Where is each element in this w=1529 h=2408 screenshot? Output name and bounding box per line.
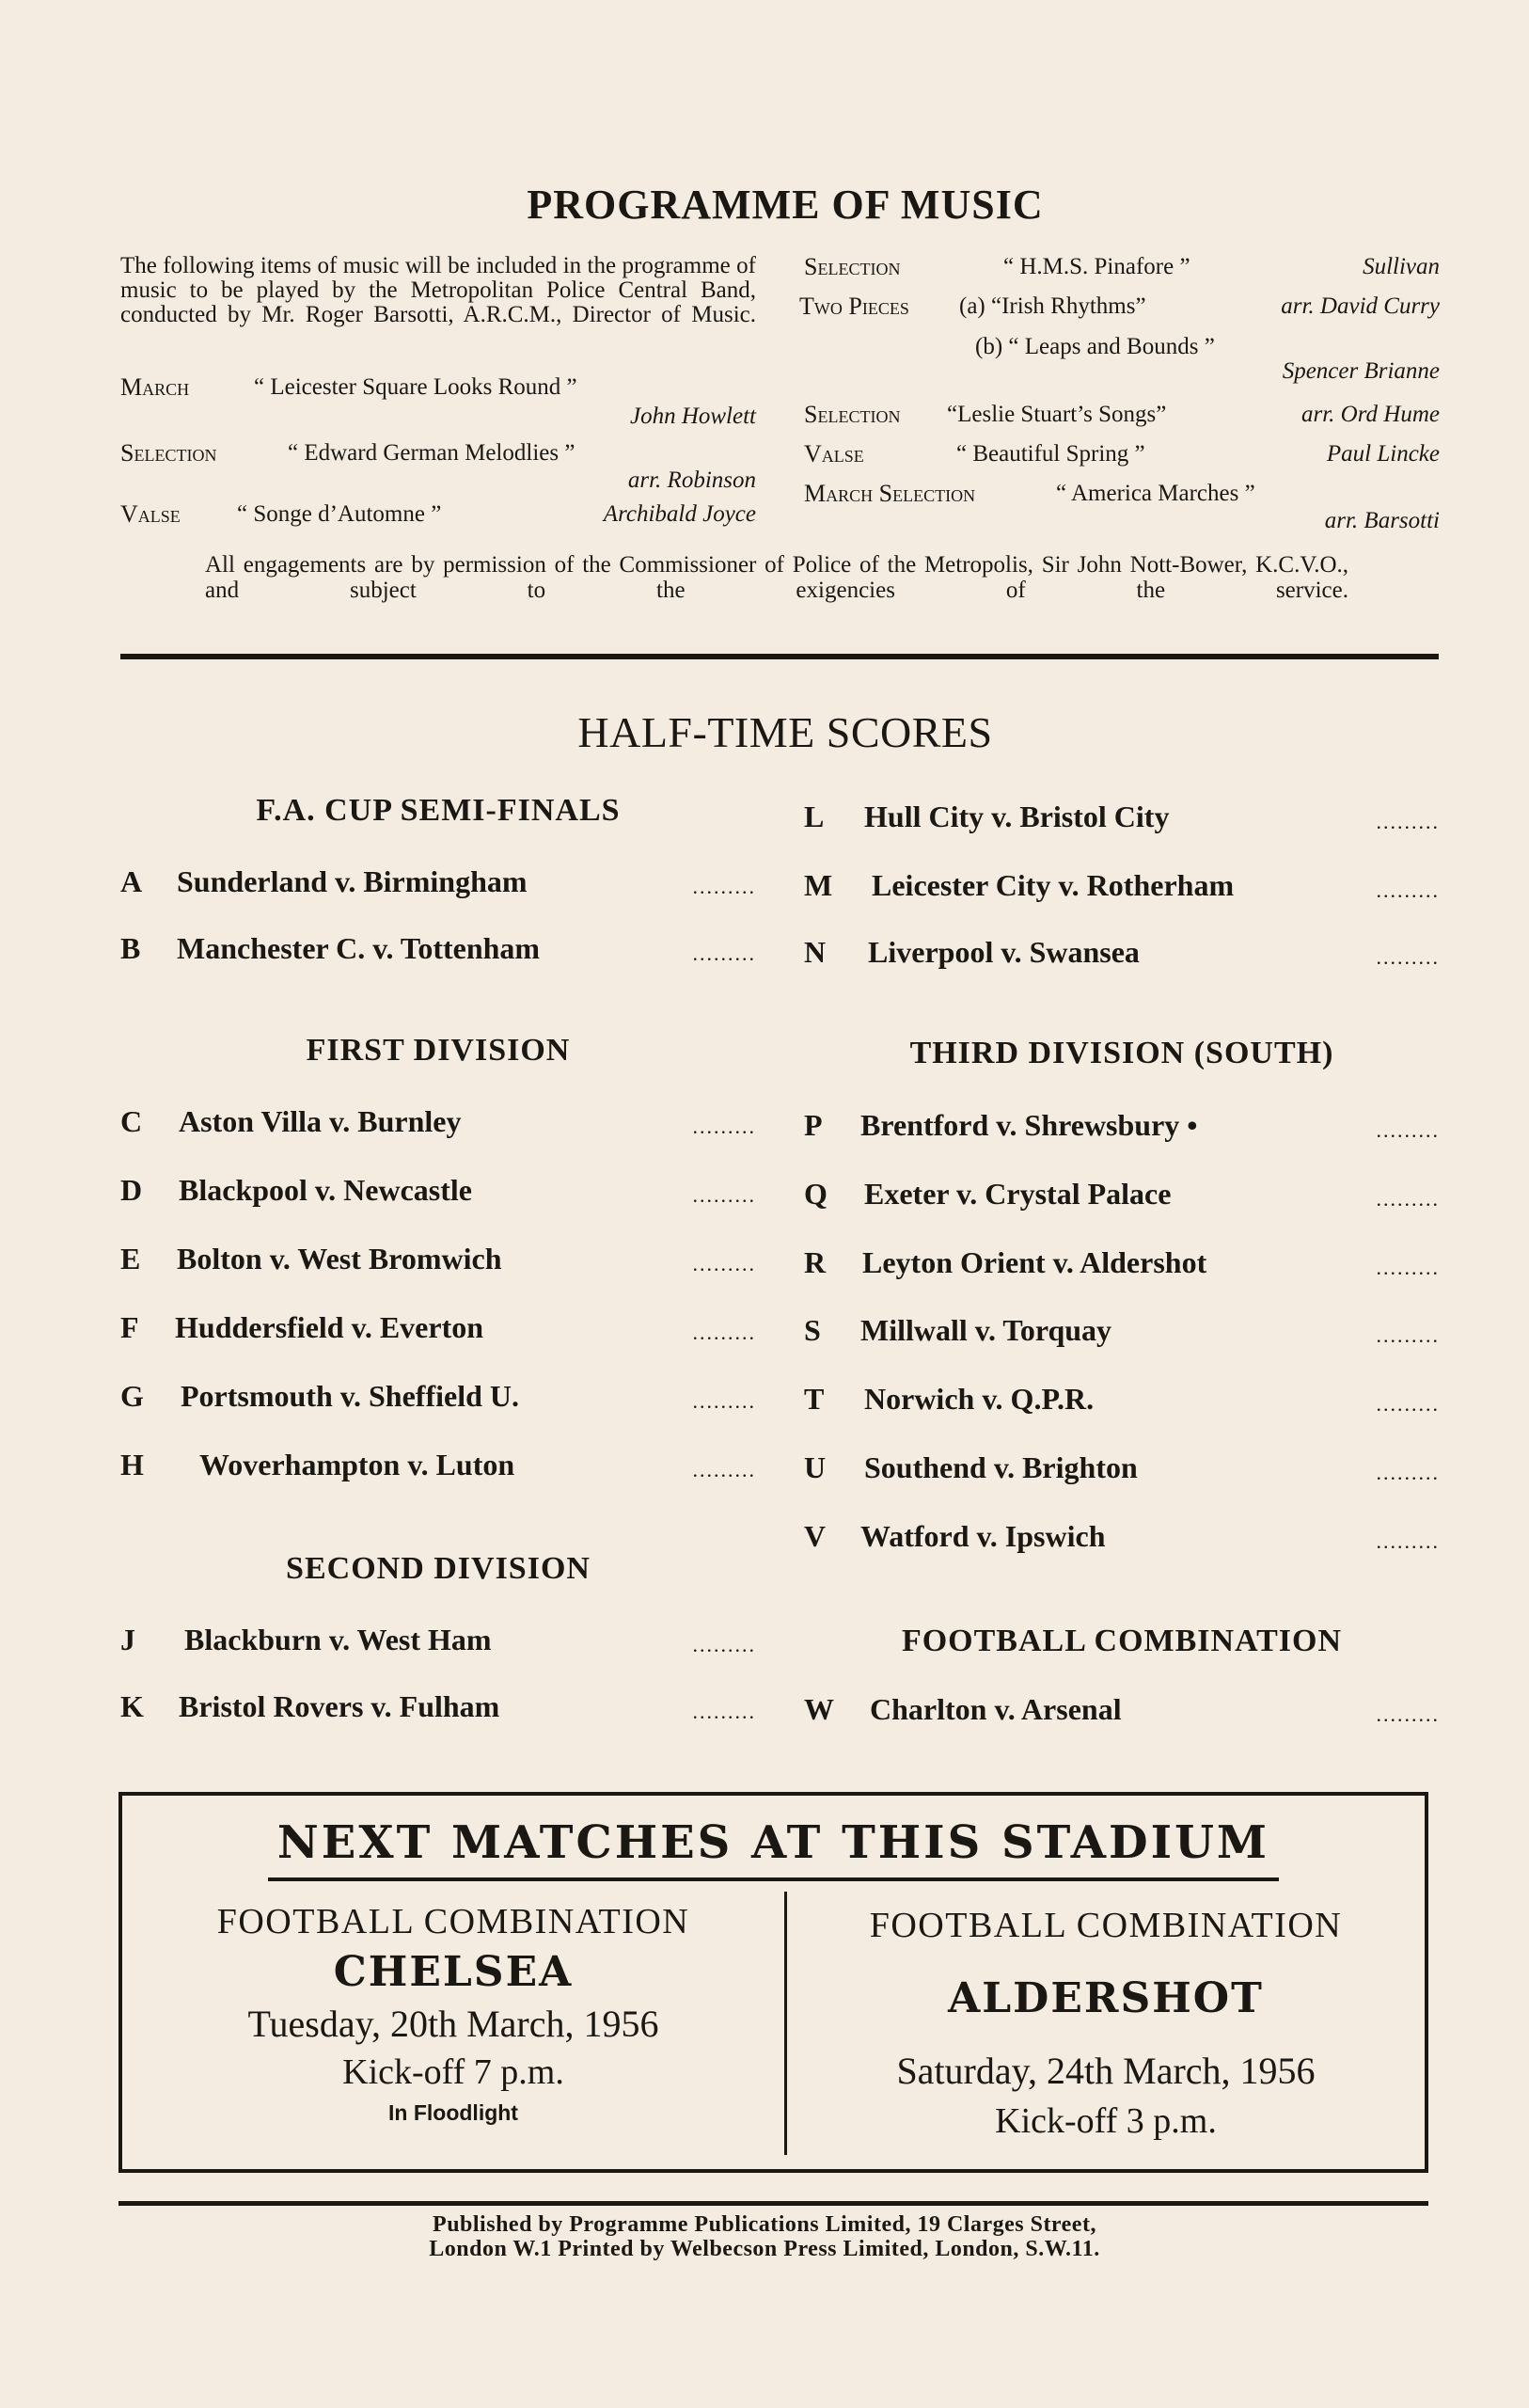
music-composer: John Howlett [629, 404, 756, 429]
score-blank: ......... [1376, 810, 1440, 833]
music-category: Valse [804, 440, 864, 467]
music-category: Selection [804, 401, 901, 428]
music-piece: “Leslie Stuart’s Songs” [947, 402, 1167, 427]
fixture-row [804, 1517, 1440, 1555]
next-match-opponent: ALDERSHOT [948, 1974, 1264, 2022]
fixture-letter: Q [804, 1177, 828, 1211]
music-item [804, 441, 1440, 468]
fixture-teams: Millwall v. Torquay [860, 1313, 1112, 1347]
fixture-teams: Blackburn v. West Ham [184, 1623, 492, 1656]
halftime-title: HALF-TIME SCORES [577, 708, 993, 756]
music-composer: arr. David Curry [1281, 293, 1440, 319]
score-blank: ......... [1376, 879, 1440, 902]
next-match-kickoff: Kick-off 3 p.m. [995, 2101, 1217, 2141]
fixture-row [120, 1240, 756, 1277]
score-blank: ......... [692, 1252, 756, 1275]
fixture-teams: Watford v. Ipswich [860, 1519, 1106, 1553]
fixture-teams: Southend v. Brighton [864, 1450, 1138, 1484]
score-blank: ......... [1376, 945, 1440, 969]
music-item [120, 440, 756, 494]
fixture-teams: Leyton Orient v. Aldershot [862, 1245, 1207, 1279]
music-piece: “ Beautiful Spring ” [956, 441, 1145, 467]
fixture-teams: Liverpool v. Swansea [868, 935, 1140, 969]
next-match-competition: FOOTBALL COMBINATION [216, 1902, 690, 1941]
fixture-letter: H [120, 1448, 144, 1481]
music-item [804, 254, 1440, 281]
fixture-letter: U [804, 1450, 827, 1484]
fixture-teams: Sunderland v. Birmingham [177, 864, 528, 898]
footer-divider [118, 2201, 1428, 2206]
fixture-row [804, 1106, 1440, 1144]
fixture-letter: A [120, 864, 143, 898]
music-composer: arr. Ord Hume [1301, 402, 1440, 427]
music-piece: (b) “ Leaps and Bounds ” [975, 334, 1215, 359]
music-item [120, 501, 756, 529]
fixture-row [804, 1449, 1440, 1486]
fixture-teams: Huddersfield v. Everton [175, 1310, 484, 1344]
music-piece: “ Songe d’Automne ” [237, 501, 442, 527]
fixture-row [804, 1175, 1440, 1212]
music-intro-text: The following items of music will be included in the programme of music to be played by the Metropolitan Police Central Band, conducted by Mr. Roger Barsotti, A.R.C.M., Director of Music. [120, 253, 756, 327]
score-blank: ......... [692, 1115, 756, 1138]
fixture-row [804, 1380, 1440, 1418]
fixture-row [120, 1621, 756, 1658]
music-piece: “ America Marches ” [1056, 481, 1255, 506]
section-heading-second-division: SECOND DIVISION [286, 1551, 591, 1586]
next-matches-box [118, 1792, 1428, 2173]
music-item [804, 402, 1440, 429]
score-blank: ......... [1376, 1256, 1440, 1279]
fixture-letter: M [804, 868, 833, 902]
fixture-row [804, 798, 1440, 835]
score-blank: ......... [1376, 1392, 1440, 1416]
fixture-teams: Norwich v. Q.P.R. [864, 1382, 1095, 1416]
fixture-teams: Bolton v. West Bromwich [177, 1242, 502, 1275]
score-blank: ......... [692, 1633, 756, 1656]
fixture-teams: Bristol Rovers v. Fulham [179, 1689, 500, 1723]
fixture-row [120, 1308, 756, 1346]
next-match-competition: FOOTBALL COMBINATION [869, 1906, 1343, 1945]
music-item [799, 293, 1440, 321]
next-match-kickoff: Kick-off 7 p.m. [342, 2052, 564, 2092]
music-item [804, 481, 1440, 534]
section-heading-fa-cup: F.A. CUP SEMI-FINALS [256, 793, 621, 828]
fixture-teams: Portsmouth v. Sheffield U. [181, 1379, 519, 1413]
score-blank: ......... [692, 1183, 756, 1207]
score-blank: ......... [1376, 1703, 1440, 1726]
fixture-letter: E [120, 1242, 141, 1275]
score-blank: ......... [1376, 1187, 1440, 1211]
fixture-letter: P [804, 1108, 823, 1142]
fixture-letter: S [804, 1313, 821, 1347]
score-blank: ......... [692, 1389, 756, 1413]
fixture-row [804, 1690, 1440, 1728]
score-blank: ......... [692, 1700, 756, 1723]
music-piece: “ Leicester Square Looks Round ” [254, 374, 577, 400]
next-matches-title: NEXT MATCHES AT THIS STADIUM [276, 1816, 1270, 1869]
music-piece: “ Edward German Melodlies ” [288, 440, 575, 466]
music-composer: Sullivan [1363, 254, 1440, 279]
next-match-left [122, 1901, 784, 2126]
fixture-row [804, 1311, 1440, 1349]
section-divider [120, 654, 1439, 659]
fixture-row [804, 933, 1440, 971]
score-blank: ......... [692, 942, 756, 965]
music-category: Selection [804, 253, 901, 280]
fixture-letter: B [120, 931, 141, 965]
fixture-row [120, 1171, 756, 1209]
fixture-row [120, 1687, 756, 1725]
score-blank: ......... [1376, 1529, 1440, 1553]
fixture-letter: F [120, 1310, 139, 1344]
fixture-teams: Brentford v. Shrewsbury • [860, 1108, 1198, 1142]
section-heading-football-combination: FOOTBALL COMBINATION [901, 1624, 1343, 1658]
music-item [120, 374, 756, 430]
fixture-letter: V [804, 1519, 827, 1553]
fixture-row [120, 929, 756, 967]
music-category: Valse [120, 500, 181, 528]
fixture-letter: R [804, 1245, 827, 1279]
fixture-teams: Leicester City v. Rotherham [872, 868, 1235, 902]
fixture-teams: Manchester C. v. Tottenham [177, 931, 541, 965]
score-blank: ......... [1376, 1461, 1440, 1484]
fixture-letter: D [120, 1173, 143, 1207]
next-match-floodlight-note: In Floodlight [388, 2100, 518, 2125]
music-section-title: PROGRAMME OF MUSIC [527, 182, 1044, 228]
score-blank: ......... [1376, 1323, 1440, 1347]
fixture-teams: Exeter v. Crystal Palace [864, 1177, 1172, 1211]
fixture-row [120, 1377, 756, 1415]
next-matches-title-underline [268, 1877, 1279, 1881]
music-category: March [120, 373, 190, 401]
fixture-letter: K [120, 1689, 144, 1723]
engagements-note: All engagements are by permission of the Commissioner of Police of the Metropolis, Sir John Nott-Bower, K.C.V.O., and subject to the exigencies of the service. [205, 552, 1348, 603]
fixture-row [120, 1102, 756, 1140]
music-piece: “ H.M.S. Pinafore ” [1003, 254, 1190, 279]
imprint-line-2: London W.1 Printed by Welbecson Press Limited, London, S.W.11. [429, 2237, 1100, 2261]
fixture-row [804, 866, 1440, 904]
fixture-letter: T [804, 1382, 825, 1416]
score-blank: ......... [1376, 1118, 1440, 1142]
music-category: Selection [120, 439, 217, 467]
fixture-teams: Charlton v. Arsenal [870, 1692, 1122, 1726]
score-blank: ......... [692, 1321, 756, 1344]
imprint-line-1: Published by Programme Publications Limited, 19 Clarges Street, [433, 2212, 1096, 2237]
fixture-row [120, 1446, 756, 1483]
music-composer: Paul Lincke [1326, 441, 1440, 467]
fixture-letter: W [804, 1692, 834, 1726]
fixture-letter: J [120, 1623, 135, 1656]
next-match-date: Saturday, 24th March, 1956 [896, 2050, 1316, 2092]
section-heading-third-division-south: THIRD DIVISION (SOUTH) [909, 1036, 1334, 1070]
fixture-row [120, 863, 756, 900]
next-match-right [787, 1905, 1425, 2142]
fixture-teams: Hull City v. Bristol City [864, 800, 1170, 833]
score-blank: ......... [692, 1458, 756, 1481]
music-composer: arr. Barsotti [1324, 508, 1440, 533]
fixture-teams: Aston Villa v. Burnley [179, 1104, 462, 1138]
fixture-letter: G [120, 1379, 144, 1413]
fixture-row [804, 1244, 1440, 1281]
music-composer: Spencer Brianne [1282, 358, 1440, 384]
music-composer: Archibald Joyce [603, 501, 756, 527]
music-piece: (a) “Irish Rhythms” [959, 293, 1146, 319]
fixture-teams: Blackpool v. Newcastle [179, 1173, 472, 1207]
music-category: March Selection [804, 480, 976, 507]
music-item [804, 334, 1440, 385]
music-category: Two Pieces [799, 293, 909, 320]
fixture-letter: L [804, 800, 825, 833]
next-match-date: Tuesday, 20th March, 1956 [247, 2003, 659, 2045]
fixture-letter: C [120, 1104, 143, 1138]
score-blank: ......... [692, 875, 756, 898]
publisher-imprint [0, 2212, 1529, 2261]
next-match-opponent: CHELSEA [333, 1948, 574, 1996]
fixture-letter: N [804, 935, 827, 969]
music-composer: arr. Robinson [627, 467, 756, 493]
section-heading-first-division: FIRST DIVISION [306, 1033, 571, 1068]
fixture-teams: Woverhampton v. Luton [199, 1448, 515, 1481]
